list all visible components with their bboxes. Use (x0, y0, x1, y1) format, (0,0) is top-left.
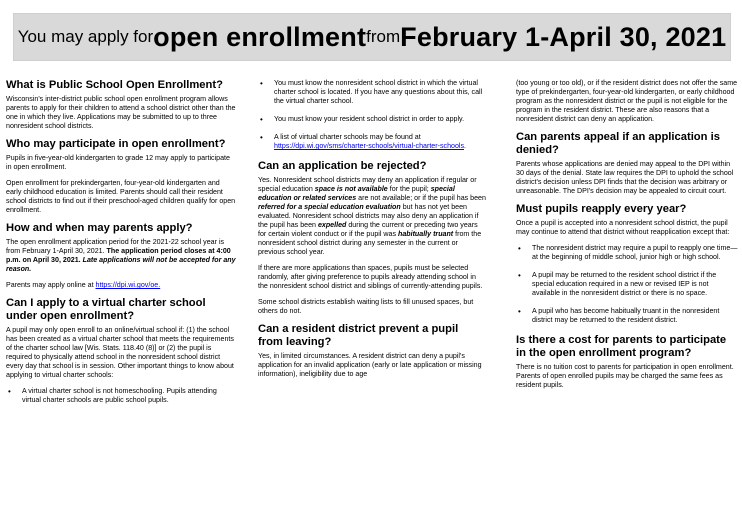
bullet-text-reapply-once: The nonresident district may require a pupil to reapply one time—at the beginning of middle school, junior high or high school. (532, 244, 738, 261)
rejected-text-4: but has not yet been evaluated. Nonresident school districts may also deny an application if the pupil has been (258, 203, 479, 229)
banner-prefix: You may apply for (17, 27, 154, 46)
apply-online-label: Parents may apply online at (6, 281, 96, 289)
reapply-exceptions-list (516, 244, 738, 325)
late-application-note: Late applications will not be accepted for any reason. (6, 256, 236, 273)
rejected-text-3: are not available; or if the pupil has been (356, 194, 486, 202)
bullet-glyph: • (518, 244, 521, 253)
text-application-rejected (258, 176, 486, 257)
banner-dates: February 1-April 30, 2021 (400, 21, 727, 52)
bullet-glyph: • (518, 271, 521, 280)
list-item (6, 387, 236, 405)
heading-application-rejected: Can an application be rejected? (258, 160, 427, 172)
application-deadline: The application period closes at 4:00 p.m. on April 30, 2021. (6, 247, 231, 264)
heading-how-to-apply: How and when may parents apply? (6, 222, 193, 234)
bullet-glyph: • (260, 79, 263, 88)
apply-online-link[interactable]: https://dpi.wi.gov/oe. (95, 281, 161, 289)
heading-reapply: Must pupils reapply every year? (516, 203, 687, 215)
bullet-glyph: • (260, 115, 263, 124)
heading-who-may-participate: Who may participate in open enrollment? (6, 138, 226, 150)
text-what-is-open-enrollment: Wisconsin's inter-district public school open enrollment program allows parents to apply for their children to attend a school district other than the one in which they live. Applications may be submitted to up to three nonresident school districts. (6, 95, 236, 130)
rejected-emph-services: special education or related services (258, 185, 455, 202)
text-resident-district-prevent: Yes, in limited circumstances. A resident district can deny a pupil's application for an invalid application (early or late application or missing information), ineligibility due to age (258, 352, 482, 378)
text-cost: There is no tuition cost to parents for participation in open enrollment. Parents of open enrolled pupils may be charged the same fees as resident pupils. (516, 363, 734, 389)
column-1 (6, 79, 236, 414)
bullet-glyph: • (8, 387, 11, 396)
text-waiting-lists: Some school districts establish waiting lists to fill unused spaces, but others do not. (258, 298, 474, 315)
heading-what-is-open-enrollment: What is Public School Open Enrollment? (6, 79, 223, 91)
column-3 (516, 79, 738, 397)
bullet-text-period: . (464, 142, 467, 150)
virtual-charter-list (6, 387, 236, 405)
list-item (258, 133, 486, 151)
list-item (516, 307, 738, 325)
text-prekindergarten-limits: Open enrollment for prekindergarten, four-year-old kindergarten and early childhood education is limited. Parents should call their resident school districts to find out if their preschool-aged children qualify for open enrollment. (6, 179, 236, 214)
banner-from: from (366, 27, 401, 46)
bullet-glyph: • (518, 307, 521, 316)
text-virtual-charter: A pupil may only open enroll to an online/virtual school if: (1) the school has been created as a virtual charter school that meets the requirements of the charter school law [Wis. Stats. 118.40 (8)] or (2) the pupil is required to physically attend school in the nonresident school district every day that school is in session. Other important things to know about applying to virtual charter schools: (6, 326, 234, 379)
virtual-charter-list-link[interactable]: https://dpi.wi.gov/sms/charter-schools/virtual-charter-schools (274, 142, 465, 150)
text-reapply: Once a pupil is accepted into a nonresident school district, the pupil may continue to attend that district without reapplication except that: (516, 219, 730, 236)
text-appeal: Parents whose applications are denied may appeal to the DPI within 30 days of the denial. State law requires the DPI to uphold the school district's decision unless DPI finds that the decision was arbitrary or unreasonable. The DPI's decision may be appealed to circuit court. (516, 160, 734, 195)
bullet-text-habitually-truant: A pupil who has become habitually truant in the nonresident district may be returned to the resident district. (532, 307, 720, 324)
bullet-text-know-district: You must know the nonresident school district in which the virtual charter school is located. If you have any questions about this, call the virtual charter school. (274, 79, 483, 105)
rejected-emph-truant: habitually truant (397, 230, 454, 238)
virtual-charter-list-continued (258, 79, 486, 151)
page-banner (13, 13, 731, 61)
rejected-text-1: Yes. Nonresident school districts may deny an application if regular or special education (258, 176, 477, 193)
bullet-text-list-location: A list of virtual charter schools may be found at (274, 133, 421, 141)
rejected-emph-space: space is not available (314, 185, 388, 193)
bullet-text-not-homeschooling: A virtual charter school is not homeschooling. Pupils attending virtual charter schools are public school pupils. (22, 387, 217, 404)
bullet-text-know-resident-district: You must know your resident school district in order to apply. (274, 115, 465, 123)
text-who-may-participate: Pupils in five-year-old kindergarten to grade 12 may apply to participate in open enrollment. (6, 154, 230, 171)
heading-resident-district-prevent: Can a resident district prevent a pupil from leaving? (258, 323, 459, 348)
banner-open-enrollment: open enrollment (153, 21, 367, 52)
text-application-period (6, 238, 236, 274)
text-apply-online (6, 281, 236, 290)
bullet-text-special-education: A pupil may be returned to the resident school district if the special education required in a new or revised IEP is not available in the nonresident district or there is no space. (532, 271, 717, 297)
heading-cost: Is there a cost for parents to participate in the open enrollment program? (516, 334, 727, 359)
rejected-text-5: during the current or preceding two years for certain violent conduct or if the pupil was (258, 221, 478, 238)
application-period-text: The open enrollment application period for the 2021-22 school year is from February 1-April 30, 2021. (6, 238, 225, 255)
column-2 (258, 79, 486, 386)
list-item (516, 244, 738, 262)
heading-virtual-charter: Can I apply to a virtual charter school under open enrollment? (6, 297, 206, 322)
rejected-text-2: for the pupil; (387, 185, 431, 193)
list-item (516, 271, 738, 298)
rejected-emph-evaluation: referred for a special education evaluation (258, 203, 401, 211)
bullet-glyph: • (260, 133, 263, 142)
list-item (258, 79, 486, 106)
heading-appeal: Can parents appeal if an application is denied? (516, 131, 720, 156)
rejected-text-6: from the nonresident school district during any semester in the current or previous school year. (258, 230, 482, 256)
list-item (258, 115, 486, 124)
text-more-applications: If there are more applications than spaces, pupils must be selected randomly, after giving preference to pupils already attending school in the nonresident school district and siblings of currently-attending pupils. (258, 264, 483, 290)
rejected-emph-expelled: expelled (317, 221, 347, 229)
text-prevent-continued: (too young or too old), or if the resident district does not offer the same type of prekindergarten, four-year-old kindergarten, or early childhood program as the nonresident district or the pupil is not eligible for the program in the resident district. These are also reasons that a nonresident district can deny an application. (516, 79, 738, 123)
